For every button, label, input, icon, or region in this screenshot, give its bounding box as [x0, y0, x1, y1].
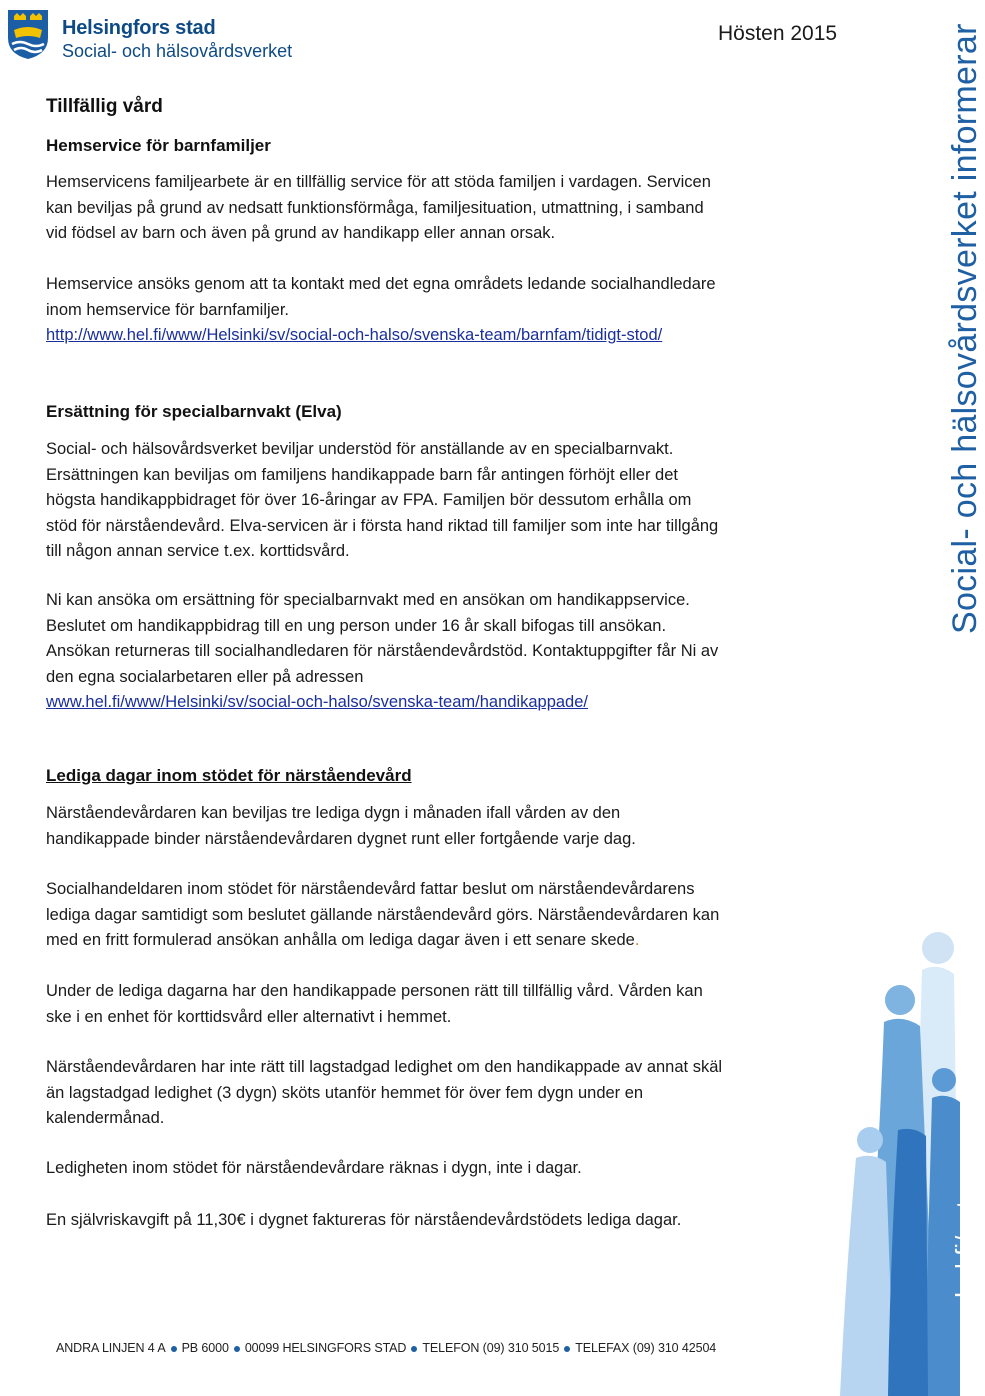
text-line: Hemservicens familjearbete är en tillfällig service för att stöda familjen i vardagen. Servicen — [46, 173, 711, 191]
paragraph-lediga-fee — [46, 1208, 681, 1234]
people-figures-illustration — [840, 930, 960, 1396]
season-label: Hösten 2015 — [718, 22, 838, 45]
text-line: kan beviljas på grund av nedsatt funktionsförmåga, familjesituation, utmattning, i samband — [46, 198, 704, 217]
text-line: till någon annan service t.ex. korttidsvård. — [46, 542, 350, 560]
paragraph-elva-apply — [46, 588, 718, 716]
paragraph-elva-intro — [46, 437, 718, 565]
footer-postal: 00099 HELSINGFORS STAD — [244, 1341, 407, 1355]
text-line: lediga dagar samtidigt som beslutet gällande närståendevård görs. Närståendevårdaren kan — [46, 905, 720, 924]
text-line: Närståendevårdaren har inte rätt till lagstadgad ledighet om den handikappade av annat skäl — [46, 1058, 723, 1076]
paragraph-hemservice-apply — [46, 272, 716, 349]
orange-period: . — [634, 931, 640, 949]
text-line: inom hemservice för barnfamiljer. — [46, 300, 290, 319]
footer-contact — [56, 1341, 716, 1355]
text-line: än lagstadgad ledighet (3 dygn) sköts utanför hemmet för över fem dygn under en — [46, 1083, 644, 1102]
text-line: Ersättningen kan beviljas om familjens handikappade barn får antingen förhöjt eller det — [46, 465, 678, 484]
text-line: handikappade binder närståendevårdaren dygnet runt eller fortgående varje dag. — [46, 829, 636, 848]
section-title-elva: Ersättning för specialbarnvakt (Elva) — [46, 402, 342, 421]
text-line: stöd för närståendevård. Elva-servicen är i första hand riktad till familjer som inte har tillgång — [46, 516, 719, 535]
footer-pb: PB 6000 — [181, 1341, 229, 1355]
footer-fax: TELEFAX (09) 310 42504 — [575, 1341, 717, 1355]
section-title-lediga-dagar: Lediga dagar inom stödet för närståendevård — [46, 766, 412, 785]
footer-address: ANDRA LINJEN 4 A — [56, 1341, 166, 1355]
text-line: Ledigheten inom stödet för närståendevårdare räknas i dygn, inte i dagar. — [46, 1159, 582, 1177]
text-line: högsta handikappbidraget för över 16-åringar av FPA. Familjen bör dessutom erhålla om — [46, 491, 692, 509]
bullet-icon — [564, 1346, 570, 1352]
city-logo — [6, 8, 306, 64]
paragraph-lediga-rights — [46, 1055, 722, 1132]
helsinki-crest-icon — [6, 8, 50, 60]
text-line: En självriskavgift på 11,30€ i dygnet faktureras för närståendevårdstödets lediga dagar. — [46, 1211, 682, 1229]
paragraph-lediga-care — [46, 979, 703, 1030]
text-line: ske i en enhet för korttidsvård eller alternativt i hemmet. — [46, 1007, 452, 1026]
section-subtitle-hemservice: Hemservice för barnfamiljer — [46, 136, 271, 155]
paragraph-lediga-decision — [46, 877, 719, 954]
text-line: Beslutet om handikappbidrag till en ung person under 16 år skall bifogas till ansökan. — [46, 616, 667, 635]
paragraph-lediga-counting — [46, 1156, 582, 1182]
bullet-icon — [171, 1346, 177, 1352]
text-line: kalendermånad. — [46, 1109, 165, 1127]
text-line: Hemservice ansöks genom att ta kontakt med det egna områdets ledande socialhandledare — [46, 275, 716, 293]
paragraph-hemservice-intro — [46, 170, 711, 247]
text-line: Under de lediga dagarna har den handikappade personen rätt till tillfällig vård. Vården kan — [46, 982, 703, 1000]
text-line: den egna socialarbetaren eller på adressen — [46, 667, 364, 686]
city-name: Helsingfors stad — [62, 17, 216, 39]
department-name: Social- och hälsovårdsverket — [62, 41, 293, 61]
barnfam-link[interactable]: http://www.hel.fi/www/Helsinki/sv/social-och-halso/svenska-team/barnfam/tidigt-stod/ — [46, 326, 663, 344]
text-line: vid födsel av barn och även på grund av handikapp eller annan orsak. — [46, 224, 556, 242]
paragraph-lediga-intro — [46, 801, 636, 852]
section-title-tillfallig-vard: Tillfällig vård — [46, 96, 163, 117]
footer-phone: TELEFON (09) 310 5015 — [422, 1341, 560, 1355]
text-line: Ansökan returneras till socialhandledaren för närståendevårdstöd. Kontaktuppgifter får Ni av — [46, 642, 719, 660]
text-line: Social- och hälsovårdsverket beviljar understöd för anställande av en specialbarnvakt. — [46, 440, 674, 458]
text-line: Ni kan ansöka om ersättning för specialbarnvakt med en ansökan om handikappservice. — [46, 591, 690, 609]
bullet-icon — [411, 1346, 417, 1352]
text-line: Socialhandeldaren inom stödet för närståendevård fattar beslut om närståendevårdarens — [46, 880, 695, 898]
side-vertical-title: Social- och hälsovårdsverket informerar — [946, 23, 984, 634]
text-line: med en fritt formulerad ansökan anhålla om lediga dagar även i ett senare skede. — [46, 931, 640, 949]
side-url-text: www.hel.fi/sote — [950, 1186, 980, 1360]
text-line: Närståendevårdaren kan beviljas tre lediga dygn i månaden ifall vården av den — [46, 804, 621, 822]
bullet-icon — [234, 1346, 240, 1352]
handikappade-link[interactable]: www.hel.fi/www/Helsinki/sv/social-och-halso/svenska-team/handikappade/ — [46, 693, 588, 711]
